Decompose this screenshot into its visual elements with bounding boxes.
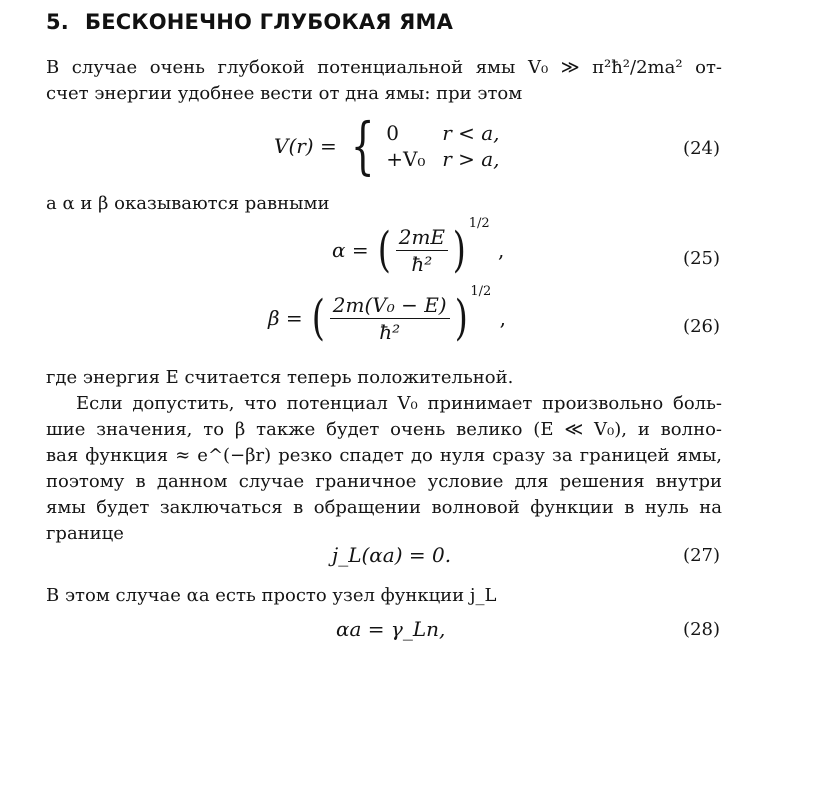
eq25-fraction (396, 225, 448, 276)
section-number: 5. (46, 10, 69, 34)
eq26-fraction (330, 293, 450, 344)
eq26-right-paren: ) (454, 290, 468, 346)
eq24-brace: { (350, 109, 375, 182)
eq27-number: (27) (683, 545, 720, 566)
eq25-numerator: 2mE (396, 225, 448, 251)
eq24-case2-value: +V₀ (386, 147, 426, 171)
equation-28: αa = γ_Ln, (336, 617, 446, 641)
equation-26 (268, 284, 506, 346)
eq25-power: 1/2 (468, 216, 490, 231)
paragraph-1-line-2: счет энергии удобнее вести от дна ямы: при этом (46, 83, 523, 104)
section-heading (46, 10, 453, 34)
paragraph-1-line-1: В случае очень глубокой потенциальной ямы V₀ ≫ π²ħ²/2ma² от- (46, 57, 722, 78)
paragraph-4-line-4: поэтому в данном случае граничное условие для решения внутри (46, 471, 722, 492)
eq26-lhs: β = (268, 306, 303, 330)
eq26-left-paren: ( (311, 290, 325, 346)
paragraph-4-line-1: Если допустить, что потенциал V₀ принимает произвольно боль- (76, 393, 722, 414)
equation-25 (332, 216, 505, 278)
paragraph-4-line-2: шие значения, то β также будет очень велико (E ≪ V₀), и волно- (46, 419, 722, 440)
eq26-number: (26) (683, 316, 720, 337)
paragraph-3-line-1: где энергия E считается теперь положительной. (46, 367, 514, 388)
section-title: БЕСКОНЕЧНО ГЛУБОКАЯ ЯМА (85, 10, 454, 34)
eq24-number: (24) (683, 138, 720, 159)
paragraph-4-line-3: вая функция ≈ e^(−βr) резко спадет до нуля сразу за границей ямы, (46, 445, 722, 466)
eq26-numerator: 2m(V₀ − E) (330, 293, 450, 319)
eq25-lhs: α = (332, 238, 369, 262)
eq26-trail: , (499, 306, 506, 330)
paragraph-4-line-5: ямы будет заключаться в обращении волновой функции в нуль на (46, 497, 722, 518)
eq25-trail: , (498, 238, 505, 262)
paragraph-2-line-1: а α и β оказываются равными (46, 193, 330, 214)
eq24-case1-value: 0 (386, 121, 399, 145)
eq24-lhs: V(r) = (274, 134, 337, 158)
eq24-case2-condition: r > a, (442, 147, 500, 171)
paragraph-5-line-1: В этом случае αa есть просто узел функции j_L (46, 585, 497, 606)
equation-24 (274, 109, 500, 182)
eq25-right-paren: ) (452, 222, 466, 278)
eq28-number: (28) (683, 619, 720, 640)
eq26-denominator: ħ² (379, 319, 401, 344)
eq25-denominator: ħ² (411, 251, 433, 276)
eq25-number: (25) (683, 248, 720, 269)
eq25-left-paren: ( (377, 222, 391, 278)
paragraph-4-line-6: границе (46, 523, 124, 544)
equation-27: j_L(αa) = 0. (332, 543, 452, 567)
eq24-case1-condition: r < a, (442, 121, 500, 145)
eq26-power: 1/2 (470, 284, 492, 299)
